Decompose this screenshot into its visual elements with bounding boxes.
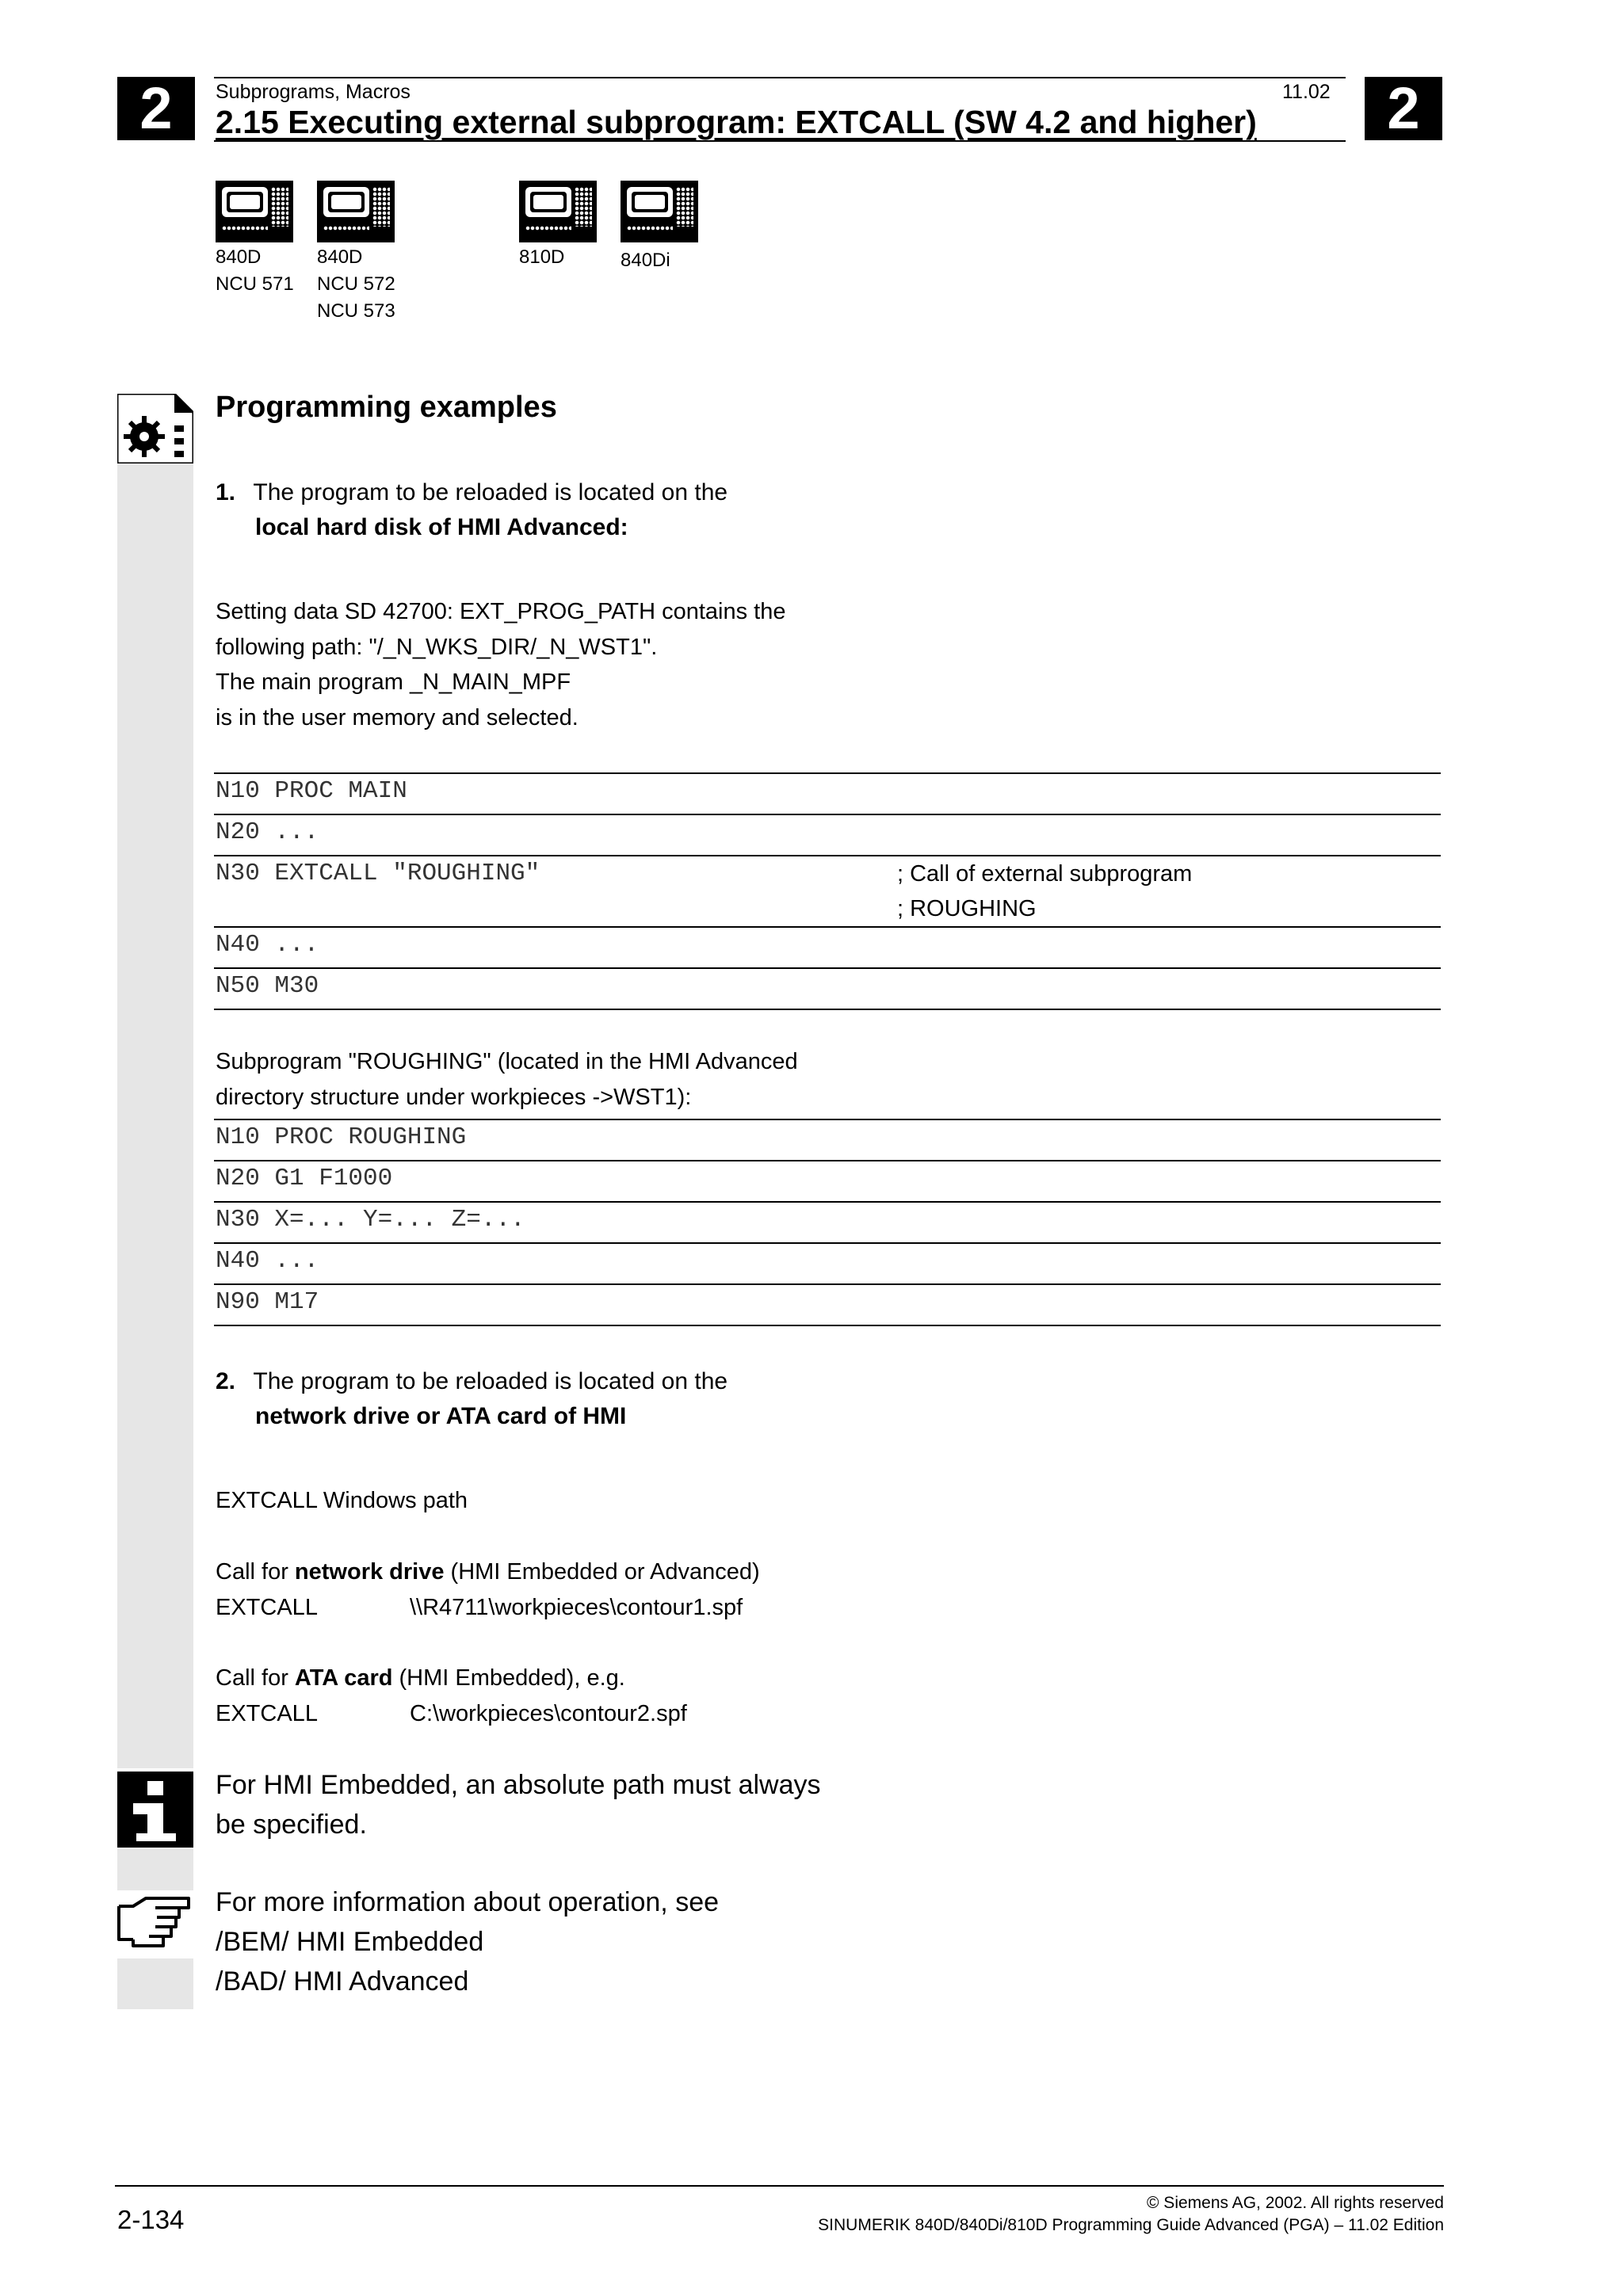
ata-prefix: Call for [216, 1665, 295, 1691]
margin-bar-examples [117, 394, 193, 1768]
header-bottom-rule [214, 140, 1346, 142]
chapter-tab-right: 2 [1365, 77, 1442, 140]
paragraph-line: is in the user memory and selected. [216, 704, 579, 730]
control-panel-icon [317, 181, 395, 242]
note-line: be specified. [216, 1810, 367, 1840]
chapter-tab-left: 2 [117, 77, 195, 140]
code-row [214, 814, 1441, 855]
code-line: N50 M30 [216, 972, 319, 1000]
code-line: N30 X=... Y=... Z=... [216, 1206, 525, 1234]
windows-path-label: EXTCALL Windows path [216, 1488, 468, 1513]
code-line: N40 ... [216, 1247, 319, 1275]
paragraph-line: Setting data SD 42700: EXT_PROG_PATH contains the [216, 599, 786, 624]
page-number: 2-134 [117, 2205, 185, 2234]
example2-intro [216, 1364, 727, 1434]
note-line: For HMI Embedded, an absolute path must always [216, 1770, 821, 1800]
code-line: N20 ... [216, 818, 319, 846]
example1-intro-line1: The program to be reloaded is located on the [253, 479, 728, 505]
edition-label: 11.02 [1282, 81, 1331, 103]
network-cmd: EXTCALL [216, 1594, 318, 1620]
code-line: N40 ... [216, 931, 319, 959]
network-path: \\R4711\workpieces\contour1.spf [410, 1594, 743, 1620]
footer-rule [115, 2185, 1444, 2187]
example2-number: 2. [216, 1368, 236, 1394]
page-title: 2.15 Executing external subprogram: EXTCALL (SW 4.2 and higher) [216, 104, 1257, 140]
example2-intro-line2: network drive or ATA card of HMI [255, 1403, 627, 1429]
control-label-810d: 810D [519, 246, 565, 268]
paragraph-line: following path: "/_N_WKS_DIR/_N_WST1". [216, 634, 658, 660]
code-row [214, 967, 1441, 1009]
code-line: N10 PROC ROUGHING [216, 1123, 467, 1151]
code-row [214, 855, 1441, 926]
control-panel-icon [621, 181, 698, 242]
reference-line: For more information about operation, see [216, 1887, 720, 1917]
code-line: N30 EXTCALL "ROUGHING" [216, 860, 540, 887]
control-label-840d-ncu571: 840D NCU 571 [216, 246, 294, 295]
control-label-840d-ncu572: 840D NCU 572 NCU 573 [317, 246, 395, 322]
document-title: SINUMERIK 840D/840Di/810D Programming Guide Advanced (PGA) – 11.02 Edition [818, 2216, 1444, 2234]
code-row [214, 1242, 1441, 1283]
code-table-bottom-rule [214, 1325, 1441, 1326]
ata-card-block [216, 1661, 687, 1731]
example2-intro-line1: The program to be reloaded is located on the [253, 1368, 728, 1394]
programming-example-icon [117, 394, 193, 463]
control-label-840di: 840Di [621, 250, 670, 271]
margin-bar-note [117, 1849, 193, 1897]
reference-line: /BEM/ HMI Embedded [216, 1927, 484, 1957]
control-panel-icon [519, 181, 597, 242]
network-prefix: Call for [216, 1559, 295, 1585]
section-path: Subprograms, Macros [216, 81, 411, 103]
code-line: N10 PROC MAIN [216, 777, 407, 805]
ata-bold: ATA card [294, 1665, 393, 1691]
section-heading: Programming examples [216, 391, 557, 424]
ata-cmd: EXTCALL [216, 1700, 318, 1726]
code-row [214, 1201, 1441, 1242]
subprogram-paragraph [216, 1044, 798, 1115]
example1-number: 1. [216, 479, 236, 505]
header-top-rule [214, 77, 1346, 78]
example1-intro-line2: local hard disk of HMI Advanced: [255, 514, 628, 540]
paragraph-line: Subprogram "ROUGHING" (located in the HMI Advanced [216, 1049, 798, 1074]
example1-paragraph [216, 594, 785, 735]
pointing-hand-icon [117, 1890, 193, 1958]
control-panel-icon [216, 181, 293, 242]
code-line: N90 M17 [216, 1288, 319, 1316]
ata-suffix: (HMI Embedded), e.g. [392, 1665, 625, 1691]
code-line: N20 G1 F1000 [216, 1165, 393, 1192]
code-comment: ; Call of external subprogram ; ROUGHING [897, 861, 1193, 921]
code-row [214, 1283, 1441, 1325]
reference-line: /BAD/ HMI Advanced [216, 1966, 469, 1997]
ata-path: C:\workpieces\contour2.spf [410, 1700, 687, 1726]
code-row [214, 1119, 1441, 1160]
info-icon [117, 1772, 193, 1848]
example1-intro [216, 475, 727, 545]
network-drive-block [216, 1554, 760, 1625]
note-text [216, 1765, 821, 1844]
network-bold: network drive [294, 1559, 445, 1585]
reference-text [216, 1882, 719, 2001]
code-row [214, 1160, 1441, 1201]
code-table-bottom-rule [214, 1009, 1441, 1010]
code-row [214, 926, 1441, 967]
network-suffix: (HMI Embedded or Advanced) [444, 1559, 760, 1585]
paragraph-line: The main program _N_MAIN_MPF [216, 669, 571, 695]
code-row [214, 772, 1441, 814]
copyright-text: © Siemens AG, 2002. All rights reserved [1147, 2194, 1444, 2212]
paragraph-line: directory structure under workpieces ->WST1): [216, 1084, 692, 1110]
